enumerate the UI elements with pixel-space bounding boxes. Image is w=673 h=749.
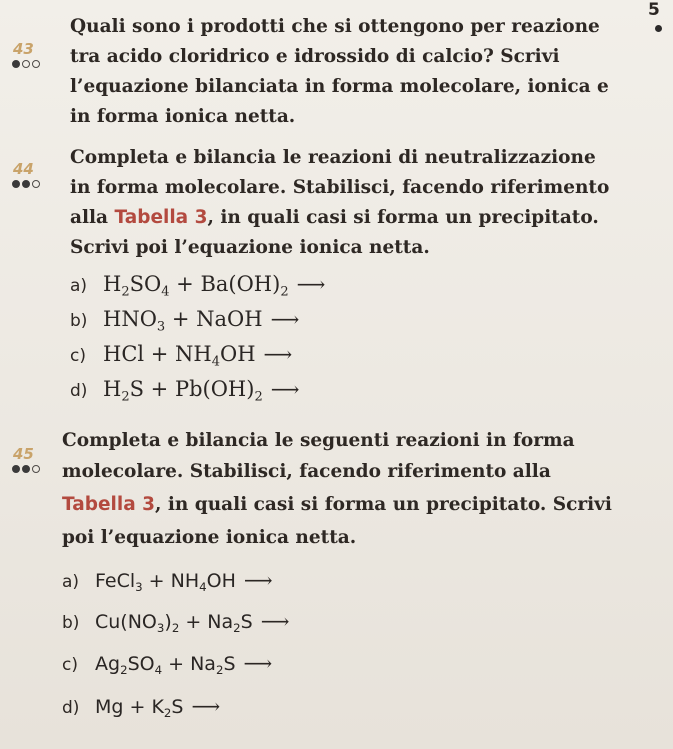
- exercise-number-45: 45: [13, 445, 34, 463]
- exercise-45-item-b: [62, 609, 289, 635]
- exercise-45-item-a: [62, 568, 273, 594]
- text-fragment: alla: [70, 207, 115, 228]
- exercise-43-line-1: Quali sono i prodotti che si ottengono per reazione: [70, 16, 600, 37]
- reaction-arrow-icon: ⟶: [191, 694, 221, 718]
- exercise-43-line-3: l’equazione bilanciata in forma molecolare, ionica e: [70, 76, 609, 97]
- equation: $H_2S + Pb(OH)_2$: [103, 377, 263, 405]
- difficulty-dots-43: [12, 60, 40, 68]
- exercise-44-item-a: [70, 272, 325, 300]
- exercise-45-line-1: Completa e bilancia le seguenti reazioni in forma: [62, 430, 575, 451]
- table-reference: Tabella 3: [62, 494, 155, 515]
- item-letter: c): [70, 346, 86, 366]
- text-fragment: , in quali casi si forma un precipitato. Scrivi: [155, 494, 612, 515]
- equation: FeCl$_3$ + $NH_4OH$: [95, 570, 236, 595]
- difficulty-dot: [32, 180, 40, 188]
- difficulty-dot: [32, 465, 40, 473]
- exercise-44-item-b: [70, 307, 299, 335]
- difficulty-dot: [22, 180, 30, 188]
- equation: HCl + $NH_4OH$: [103, 342, 256, 370]
- difficulty-dot: [12, 465, 20, 473]
- reaction-arrow-icon: ⟶: [270, 307, 300, 331]
- exercise-44-line-2: in forma molecolare. Stabilisci, facendo riferimento: [70, 177, 610, 198]
- exercise-43-line-2: tra acido cloridrico e idrossido di calcio? Scrivi: [70, 46, 560, 67]
- exercise-45-line-3: [62, 490, 612, 521]
- equation: $H_2SO_4 + Ba(OH)_2$: [103, 272, 289, 300]
- exercise-44-item-c: [70, 342, 292, 370]
- equation: $HNO_3$ + NaOH: [103, 307, 263, 335]
- reaction-arrow-icon: ⟶: [260, 609, 290, 633]
- item-letter: a): [62, 572, 80, 592]
- difficulty-dots-44: [12, 180, 40, 188]
- exercise-45-line-4: poi l’equazione ionica netta.: [62, 527, 357, 548]
- exercise-number-43: 43: [13, 40, 34, 58]
- reaction-arrow-icon: ⟶: [270, 377, 300, 401]
- difficulty-dot: [12, 180, 20, 188]
- reaction-arrow-icon: ⟶: [243, 651, 273, 675]
- equation: $Ag_2SO_4 + Na_2S$: [95, 653, 236, 678]
- exercise-44-line-4: Scrivi poi l’equazione ionica netta.: [70, 237, 430, 258]
- item-letter: b): [62, 613, 80, 633]
- item-letter: c): [62, 655, 78, 675]
- equation: $Mg + K_2S$: [95, 696, 184, 721]
- reaction-arrow-icon: ⟶: [243, 568, 273, 592]
- exercise-44-line-3: [70, 203, 599, 234]
- table-reference: Tabella 3: [114, 207, 208, 228]
- text-fragment: , in quali casi si forma un precipitato.: [207, 207, 599, 228]
- page-number: 5: [648, 0, 660, 20]
- difficulty-dot: [32, 60, 40, 68]
- item-letter: d): [62, 698, 80, 718]
- item-letter: b): [70, 311, 88, 331]
- corner-difficulty-dot: [655, 25, 662, 32]
- item-letter: a): [70, 276, 88, 296]
- exercise-number-44: 44: [13, 160, 34, 178]
- reaction-arrow-icon: ⟶: [296, 272, 326, 296]
- exercise-43-line-4: in forma ionica netta.: [70, 106, 296, 127]
- equation: $Cu(NO_3)_2 + Na_2S$: [95, 611, 253, 636]
- reaction-arrow-icon: ⟶: [263, 342, 293, 366]
- difficulty-dot: [22, 60, 30, 68]
- difficulty-dot: [22, 465, 30, 473]
- exercise-44-item-d: [70, 377, 299, 405]
- difficulty-dots-45: [12, 465, 40, 473]
- exercise-45-item-c: [62, 651, 272, 677]
- difficulty-dot: [12, 60, 20, 68]
- exercise-45-line-2: molecolare. Stabilisci, facendo riferimento alla: [62, 461, 551, 482]
- exercise-45-item-d: [62, 694, 220, 720]
- item-letter: d): [70, 381, 88, 401]
- exercise-44-line-1: Completa e bilancia le reazioni di neutralizzazione: [70, 147, 596, 168]
